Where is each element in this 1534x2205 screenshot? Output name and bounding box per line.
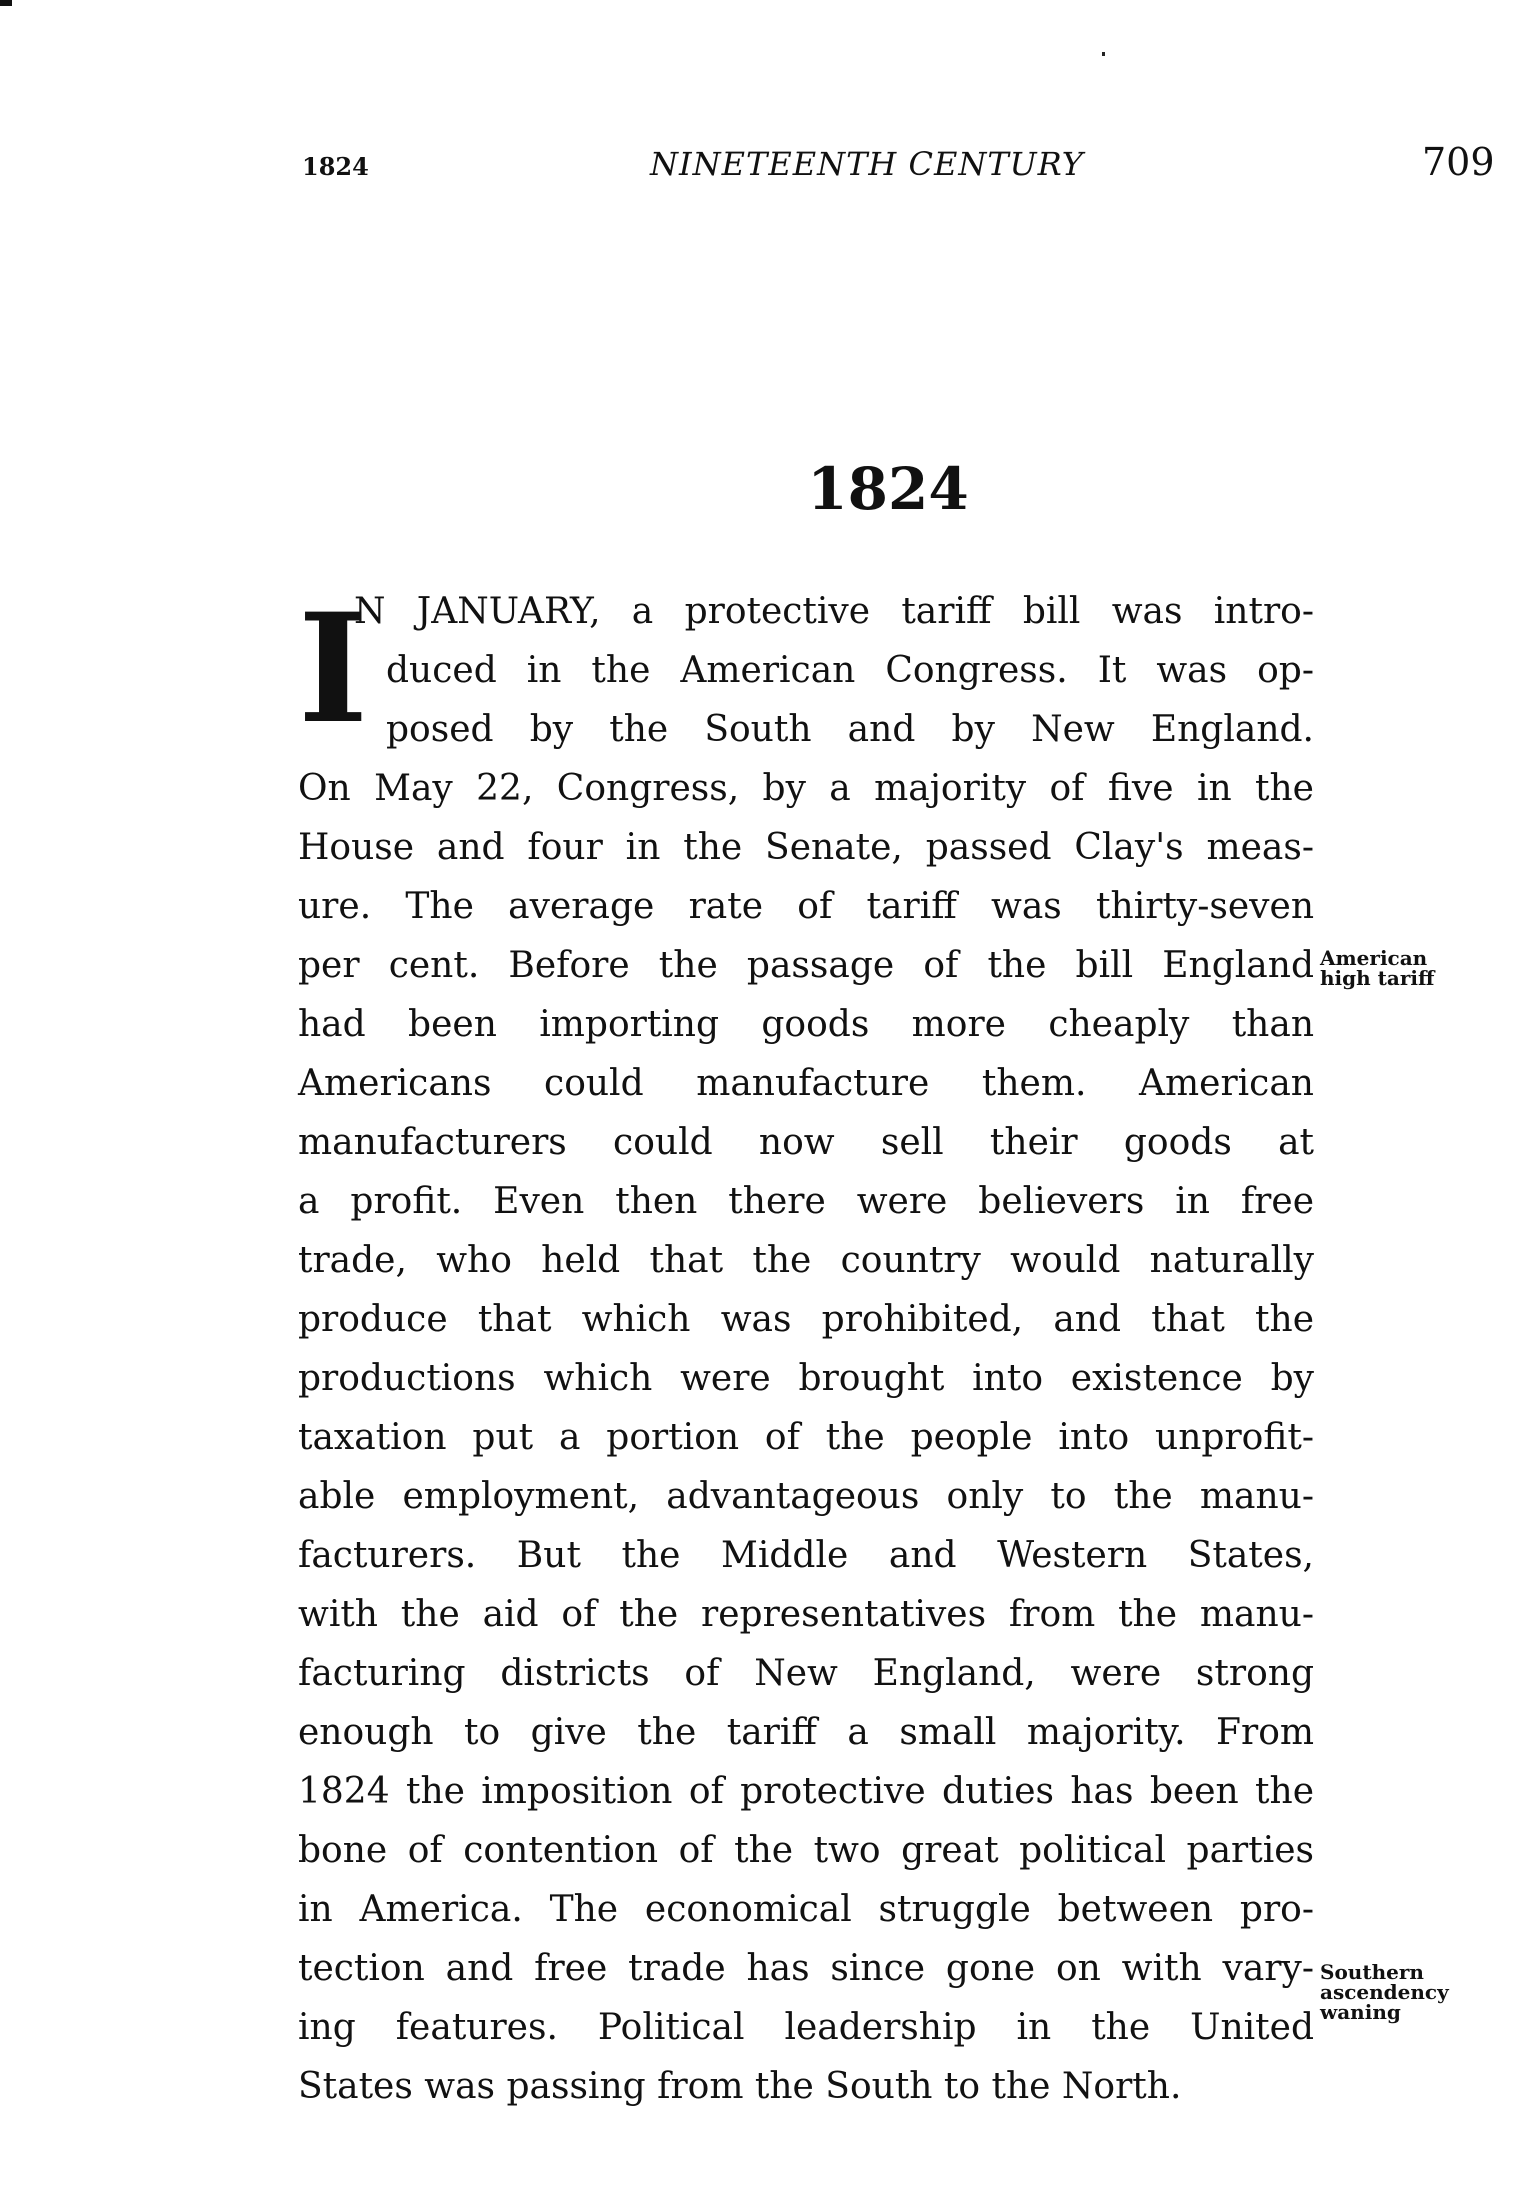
text-line: enough to give the tariff a small majority. From: [298, 1712, 1314, 1753]
text-line: produce that which was prohibited, and that the: [298, 1299, 1314, 1340]
text-line: in America. The economical struggle between pro-: [298, 1889, 1314, 1930]
text-line: had been importing goods more cheaply than: [298, 1004, 1314, 1045]
drop-cap: I: [298, 581, 369, 757]
text-line: able employment, advantageous only to the manu-: [298, 1476, 1314, 1517]
text-line: facturers. But the Middle and Western States,: [298, 1535, 1314, 1576]
text-line: taxation put a portion of the people into unprofit-: [298, 1417, 1314, 1458]
text-line: per cent. Before the passage of the bill England: [298, 945, 1314, 986]
margin-note-line: ascendency: [1320, 1980, 1449, 2004]
text-line: a profit. Even then there were believers in free: [298, 1181, 1314, 1222]
text-line: duced in the American Congress. It was op-: [386, 650, 1314, 691]
margin-note-line: high tariff: [1320, 966, 1435, 990]
text-line: N JANUARY, a protective tariff bill was intro-: [354, 591, 1314, 632]
page-number: 709: [1422, 140, 1495, 184]
text-line: States was passing from the South to the North.: [298, 2066, 1182, 2107]
text-line: manufacturers could now sell their goods at: [298, 1122, 1314, 1163]
scan-mark: [0, 0, 12, 6]
text-line: Americans could manufacture them. American: [298, 1063, 1314, 1104]
margin-note-line: American: [1320, 946, 1428, 970]
text-line: facturing districts of New England, were strong: [298, 1653, 1314, 1694]
body-text: [298, 582, 1314, 2116]
text-line: trade, who held that the country would naturally: [298, 1240, 1314, 1281]
margin-note-southern-ascendency: [1320, 1962, 1449, 2022]
chapter-title: 1824: [807, 455, 969, 523]
text-line: 1824 the imposition of protective duties has been the: [298, 1771, 1314, 1812]
text-line: House and four in the Senate, passed Clay's meas-: [298, 827, 1314, 868]
text-line: posed by the South and by New England.: [386, 709, 1314, 750]
running-head-title: NINETEENTH CENTURY: [650, 145, 1084, 183]
margin-note-line: Southern: [1320, 1960, 1424, 1984]
text-line: On May 22, Congress, by a majority of five in the: [298, 768, 1314, 809]
text-line: with the aid of the representatives from the manu-: [298, 1594, 1314, 1635]
margin-note-line: waning: [1320, 2000, 1401, 2024]
margin-note-american-high-tariff: [1320, 948, 1434, 988]
running-head-year: 1824: [302, 152, 369, 181]
scan-speck: [1102, 52, 1105, 56]
text-line: ure. The average rate of tariff was thirty-seven: [298, 886, 1314, 927]
text-line: tection and free trade has since gone on with vary-: [298, 1948, 1314, 1989]
text-line: bone of contention of the two great political parties: [298, 1830, 1314, 1871]
text-line: ing features. Political leadership in the United: [298, 2007, 1314, 2048]
text-line: productions which were brought into existence by: [298, 1358, 1314, 1399]
